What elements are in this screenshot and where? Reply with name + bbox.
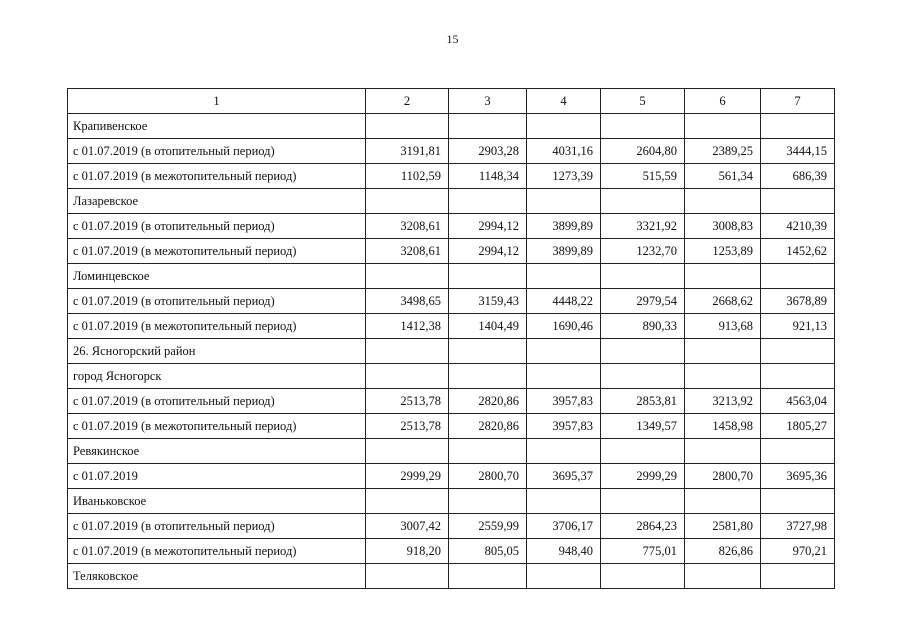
table-cell <box>761 489 835 514</box>
table-cell: 3899,89 <box>527 239 601 264</box>
table-row <box>68 464 835 489</box>
section-label: Лазаревское <box>68 189 366 214</box>
column-header: 5 <box>601 89 685 114</box>
table-cell <box>685 489 761 514</box>
table-cell: 3208,61 <box>366 214 449 239</box>
table-cell <box>527 114 601 139</box>
table-cell: 3899,89 <box>527 214 601 239</box>
section-row <box>68 339 835 364</box>
table-cell: 2513,78 <box>366 389 449 414</box>
table-cell <box>449 439 527 464</box>
table-cell <box>527 264 601 289</box>
table-cell: 4031,16 <box>527 139 601 164</box>
section-row <box>68 439 835 464</box>
table-cell <box>761 564 835 589</box>
table-cell: 1690,46 <box>527 314 601 339</box>
row-label: с 01.07.2019 (в межотопительный период) <box>68 414 366 439</box>
section-row <box>68 114 835 139</box>
table-cell <box>449 114 527 139</box>
row-label: с 01.07.2019 (в отопительный период) <box>68 289 366 314</box>
table-cell: 2800,70 <box>449 464 527 489</box>
table-cell: 826,86 <box>685 539 761 564</box>
table-cell <box>366 264 449 289</box>
table-cell: 3321,92 <box>601 214 685 239</box>
table-cell: 686,39 <box>761 164 835 189</box>
table-cell <box>449 564 527 589</box>
section-row <box>68 364 835 389</box>
table-cell: 3957,83 <box>527 414 601 439</box>
table-cell: 3208,61 <box>366 239 449 264</box>
table-cell <box>601 264 685 289</box>
table-cell: 1404,49 <box>449 314 527 339</box>
table-cell: 3498,65 <box>366 289 449 314</box>
table-cell: 970,21 <box>761 539 835 564</box>
table-cell <box>761 114 835 139</box>
section-row <box>68 264 835 289</box>
table-cell: 918,20 <box>366 539 449 564</box>
table-cell <box>761 364 835 389</box>
table-row <box>68 414 835 439</box>
section-label: 26. Ясногорский район <box>68 339 366 364</box>
table-cell: 913,68 <box>685 314 761 339</box>
table-cell <box>366 439 449 464</box>
column-header: 4 <box>527 89 601 114</box>
column-header: 7 <box>761 89 835 114</box>
table-cell: 3957,83 <box>527 389 601 414</box>
table-cell: 2979,54 <box>601 289 685 314</box>
table-cell <box>527 364 601 389</box>
row-label: с 01.07.2019 (в отопительный период) <box>68 139 366 164</box>
table-cell <box>601 339 685 364</box>
row-label: с 01.07.2019 (в межотопительный период) <box>68 539 366 564</box>
table-cell <box>449 264 527 289</box>
table-cell: 3706,17 <box>527 514 601 539</box>
table-cell: 2864,23 <box>601 514 685 539</box>
table-cell <box>449 489 527 514</box>
table-row <box>68 314 835 339</box>
table-cell: 2820,86 <box>449 414 527 439</box>
table-cell <box>601 564 685 589</box>
table-cell <box>527 439 601 464</box>
row-label: с 01.07.2019 (в отопительный период) <box>68 214 366 239</box>
table-cell: 890,33 <box>601 314 685 339</box>
table-cell: 561,34 <box>685 164 761 189</box>
table-cell <box>685 339 761 364</box>
table-cell: 4448,22 <box>527 289 601 314</box>
table-cell <box>601 489 685 514</box>
table-cell: 3727,98 <box>761 514 835 539</box>
table-cell <box>601 439 685 464</box>
table-cell <box>366 339 449 364</box>
table-cell: 1232,70 <box>601 239 685 264</box>
table-cell: 775,01 <box>601 539 685 564</box>
table-cell: 4563,04 <box>761 389 835 414</box>
table-cell: 515,59 <box>601 164 685 189</box>
table-row <box>68 214 835 239</box>
table-cell: 3007,42 <box>366 514 449 539</box>
column-header: 1 <box>68 89 366 114</box>
table-cell <box>449 189 527 214</box>
table-cell: 3191,81 <box>366 139 449 164</box>
row-label: с 01.07.2019 (в межотопительный период) <box>68 164 366 189</box>
table-cell <box>685 264 761 289</box>
table-cell <box>527 339 601 364</box>
section-label: Крапивенское <box>68 114 366 139</box>
page-number: 15 <box>446 32 459 46</box>
table-cell <box>449 339 527 364</box>
table-cell <box>685 114 761 139</box>
row-label: с 01.07.2019 (в межотопительный период) <box>68 239 366 264</box>
section-row <box>68 489 835 514</box>
table-cell <box>685 189 761 214</box>
table-cell: 2513,78 <box>366 414 449 439</box>
table-cell: 2999,29 <box>366 464 449 489</box>
table-cell <box>761 264 835 289</box>
table-cell: 3159,43 <box>449 289 527 314</box>
table-cell <box>366 489 449 514</box>
section-label: Ревякинское <box>68 439 366 464</box>
column-header: 2 <box>366 89 449 114</box>
table-cell: 1148,34 <box>449 164 527 189</box>
table-cell: 1273,39 <box>527 164 601 189</box>
table-cell: 2668,62 <box>685 289 761 314</box>
table-cell: 921,13 <box>761 314 835 339</box>
row-label: с 01.07.2019 (в межотопительный период) <box>68 314 366 339</box>
table-cell <box>366 114 449 139</box>
table-row <box>68 239 835 264</box>
table-cell: 2999,29 <box>601 464 685 489</box>
table-cell: 1452,62 <box>761 239 835 264</box>
table-cell <box>761 439 835 464</box>
row-label: с 01.07.2019 (в отопительный период) <box>68 514 366 539</box>
table-cell: 2853,81 <box>601 389 685 414</box>
table-row <box>68 289 835 314</box>
table-cell: 1805,27 <box>761 414 835 439</box>
table-cell: 805,05 <box>449 539 527 564</box>
table-cell <box>449 364 527 389</box>
table-cell: 3444,15 <box>761 139 835 164</box>
table-cell: 4210,39 <box>761 214 835 239</box>
table-cell: 3695,36 <box>761 464 835 489</box>
column-header: 3 <box>449 89 527 114</box>
section-label: Ломинцевское <box>68 264 366 289</box>
table-cell: 1349,57 <box>601 414 685 439</box>
table-cell <box>366 189 449 214</box>
table-cell <box>761 339 835 364</box>
table-row <box>68 389 835 414</box>
table-cell <box>685 439 761 464</box>
table-cell: 2604,80 <box>601 139 685 164</box>
section-label: город Ясногорск <box>68 364 366 389</box>
section-row <box>68 564 835 589</box>
table-cell: 2389,25 <box>685 139 761 164</box>
table-row <box>68 164 835 189</box>
table-cell: 3678,89 <box>761 289 835 314</box>
table-cell: 3213,92 <box>685 389 761 414</box>
section-label: Теляковское <box>68 564 366 589</box>
table-cell: 948,40 <box>527 539 601 564</box>
table-cell: 1412,38 <box>366 314 449 339</box>
row-label: с 01.07.2019 <box>68 464 366 489</box>
table-cell <box>601 189 685 214</box>
table-cell <box>685 564 761 589</box>
table-cell <box>601 114 685 139</box>
table-cell: 2820,86 <box>449 389 527 414</box>
table-cell: 1102,59 <box>366 164 449 189</box>
table-cell <box>685 364 761 389</box>
tariff-table-body <box>68 89 835 589</box>
section-label: Иваньковское <box>68 489 366 514</box>
column-header: 6 <box>685 89 761 114</box>
table-cell <box>601 364 685 389</box>
table-cell <box>527 564 601 589</box>
section-row <box>68 189 835 214</box>
table-cell: 2903,28 <box>449 139 527 164</box>
table-cell: 3008,83 <box>685 214 761 239</box>
table-row <box>68 539 835 564</box>
table-header-row <box>68 89 835 114</box>
table-cell <box>366 364 449 389</box>
table-cell: 2581,80 <box>685 514 761 539</box>
table-cell <box>761 189 835 214</box>
table-cell: 1458,98 <box>685 414 761 439</box>
table-cell <box>527 189 601 214</box>
table-cell: 2800,70 <box>685 464 761 489</box>
table-row <box>68 139 835 164</box>
table-cell: 2559,99 <box>449 514 527 539</box>
table-cell: 2994,12 <box>449 239 527 264</box>
tariff-table <box>67 88 835 589</box>
table-cell: 2994,12 <box>449 214 527 239</box>
table-row <box>68 514 835 539</box>
table-cell <box>366 564 449 589</box>
row-label: с 01.07.2019 (в отопительный период) <box>68 389 366 414</box>
table-cell: 3695,37 <box>527 464 601 489</box>
table-cell <box>527 489 601 514</box>
table-cell: 1253,89 <box>685 239 761 264</box>
